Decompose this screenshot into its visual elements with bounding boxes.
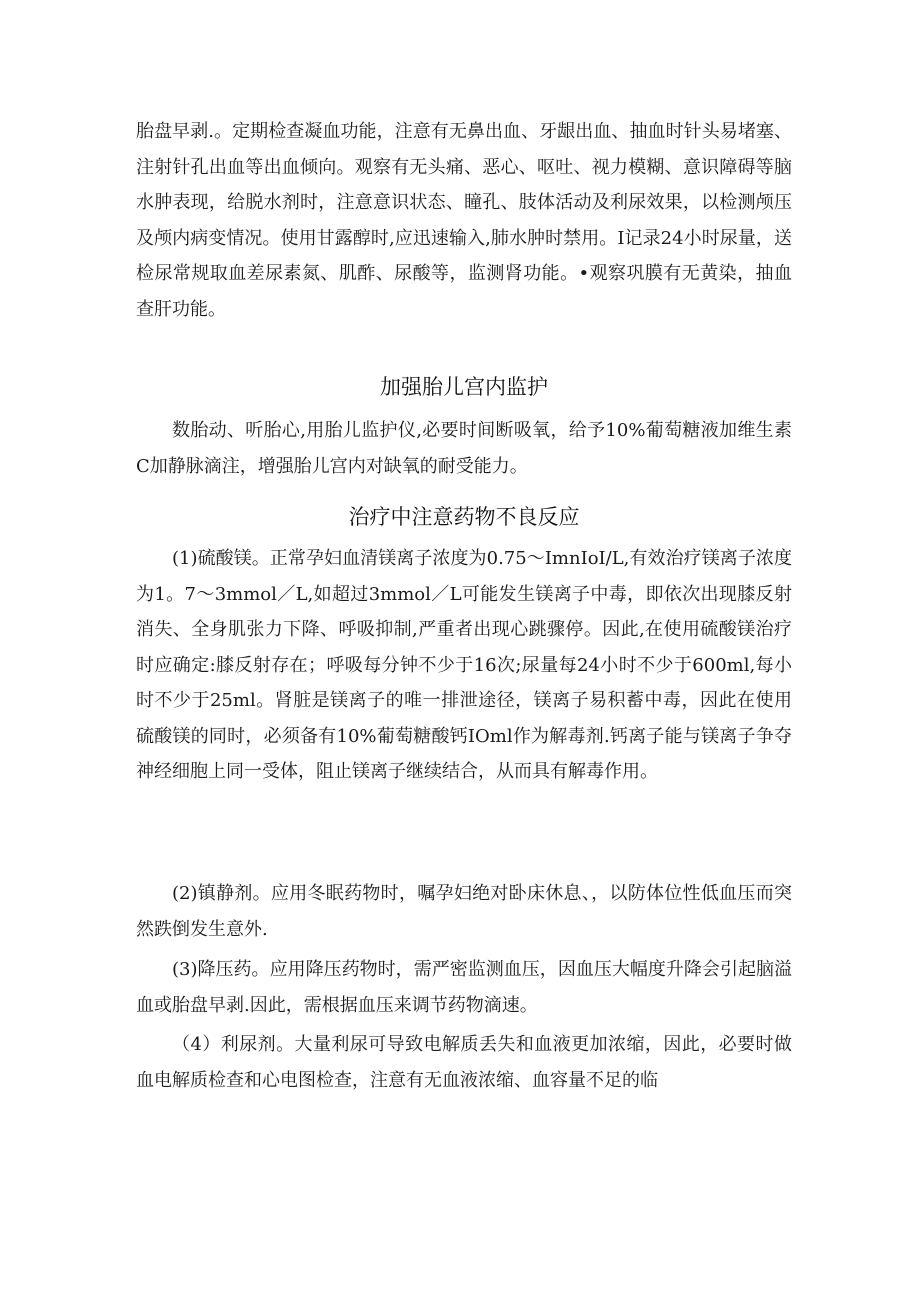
heading-drug-adverse-reactions: 治疗中注意药物不良反应 (348, 505, 580, 529)
paragraph-monitoring-coagulation: 胎盘早剥.。定期检查凝血功能，注意有无鼻出血、牙龈出血、抽血时针头易堵塞、注射针孔出血等出血倾向。观察有无头痛、恶心、呕吐、视力模糊、意识障碍等脑水肿表现，给脱水剂时，注意意识状态、瞳孔、肢体活动及利尿效果，以检测颅压及颅内病变情况。使用甘露醇时,应迅速输入,肺水肿时禁用。I记录24小时尿量，送检尿常规取血差尿素氮、肌酢、尿酸等，监测肾功能。•观察巩膜有无黄染，抽血查肝功能。 (136, 121, 792, 320)
paragraph-magnesium-sulfate: (1)硫酸镁。正常孕妇血清镁离子浓度为0.75～ImnIoI/L,有效治疗镁离子浓度为1。7～3mmol／L,如超过3mmol／L可能发生镁离子中毒，即依次出现膝反射消失、全身肌张力下降、呼吸抑制,严重者出现心跳骤停。因此,在使用硫酸镁治疗时应确定:膝反射存在；呼吸每分钟不少于16次;尿量每24小时不少于600ml,每小时不少于25ml。肾脏是镁离子的唯一排泄途径，镁离子易积蓄中毒，因此在使用硫酸镁的同时，必须备有10%葡萄糖酸钙IOml作为解毒剂.钙离子能与镁离子争夺神经细胞上同一受体，阻止镁离子继续结合，从而具有解毒作用。 (136, 548, 792, 782)
paragraph-diuretics: （4）利尿剂。大量利尿可导致电解质丢失和血液更加浓缩，因此，必要时做血电解质检查和心电图检查，注意有无血液浓缩、血容量不足的临 (136, 1034, 792, 1091)
heading-fetal-monitoring: 加强胎儿宫内监护 (380, 375, 548, 399)
paragraph-antihypertensives: (3)降压药。应用降压药物时，需严密监测血压，因血压大幅度升降会引起脑溢血或胎盘早剥.因此，需根据血压来调节药物滴速。 (136, 959, 792, 1016)
paragraph-sedatives: (2)镇静剂。应用冬眠药物时，嘱孕妇绝对卧床休息、，以防体位性低血压而突然跌倒发生意外. (136, 883, 792, 940)
paragraph-fetal-monitoring: 数胎动、听胎心,用胎儿监护仪,必要时间断吸氧，给予10%葡萄糖液加维生素C加静脉滴注，增强胎儿宫内对缺氧的耐受能力。 (136, 420, 792, 477)
